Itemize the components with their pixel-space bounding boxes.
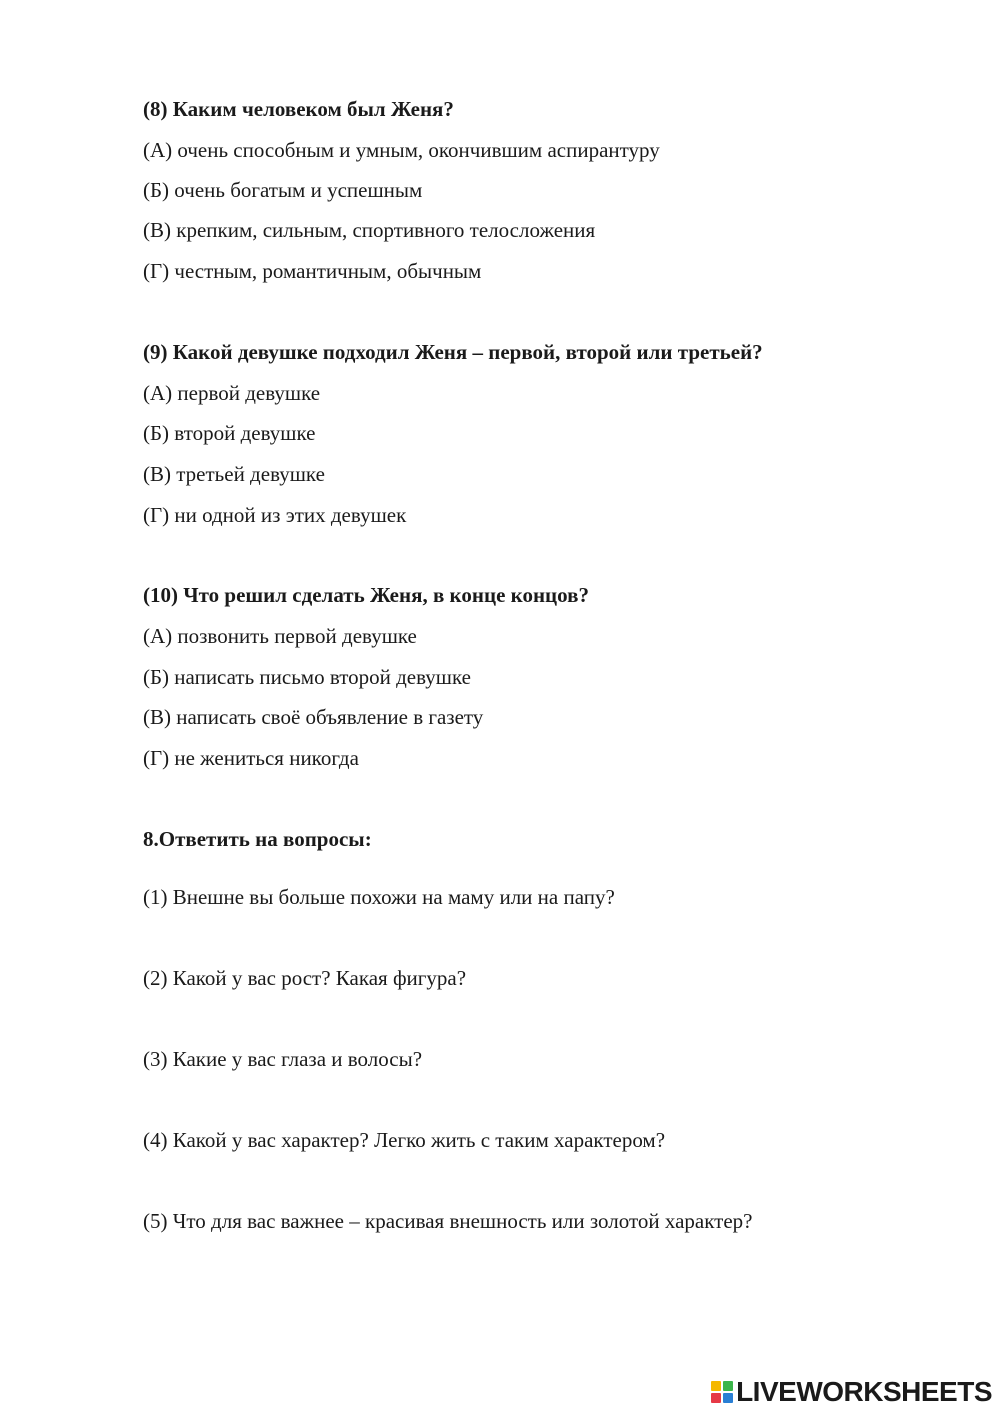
logo-square-3	[711, 1393, 721, 1403]
logo-square-4	[723, 1393, 733, 1403]
open-question-2: (2) Какой у вас рост? Какая фигура?	[143, 966, 467, 990]
question-8-option-a: (А) очень способным и умным, окончившим аспирантуру	[143, 138, 660, 162]
logo-square-2	[723, 1381, 733, 1391]
logo-square-1	[711, 1381, 721, 1391]
question-10-title: (10) Что решил сделать Женя, в конце концов?	[143, 583, 589, 607]
question-8-option-c: (В) крепким, сильным, спортивного телосложения	[143, 218, 596, 242]
open-question-4: (4) Какой у вас характер? Легко жить с таким характером?	[143, 1128, 666, 1152]
open-question-1: (1) Внешне вы больше похожи на маму или на папу?	[143, 885, 615, 909]
question-8-title: (8) Каким человеком был Женя?	[143, 97, 454, 121]
question-9-option-c: (В) третьей девушке	[143, 462, 325, 486]
logo-squares-icon	[711, 1381, 733, 1403]
question-9-title: (9) Какой девушке подходил Женя – первой, второй или третьей?	[143, 340, 763, 364]
open-question-5: (5) Что для вас важнее – красивая внешность или золотой характер?	[143, 1209, 753, 1233]
question-9-option-a: (А) первой девушке	[143, 381, 321, 405]
question-10-option-c: (В) написать своё объявление в газету	[143, 705, 484, 729]
liveworksheets-logo[interactable]	[711, 1377, 992, 1407]
question-10-option-d: (Г) не жениться никогда	[143, 746, 359, 770]
question-9-option-b: (Б) второй девушке	[143, 421, 316, 445]
section-title: 8.Ответить на вопросы:	[143, 827, 372, 851]
logo-text: LIVEWORKSHEETS	[736, 1376, 992, 1407]
question-10-option-a: (А) позвонить первой девушке	[143, 624, 417, 648]
question-8-option-b: (Б) очень богатым и успешным	[143, 178, 423, 202]
open-question-3: (3) Какие у вас глаза и волосы?	[143, 1047, 423, 1071]
question-8-option-d: (Г) честным, романтичным, обычным	[143, 259, 482, 283]
question-9-option-d: (Г) ни одной из этих девушек	[143, 503, 407, 527]
question-10-option-b: (Б) написать письмо второй девушке	[143, 665, 471, 689]
